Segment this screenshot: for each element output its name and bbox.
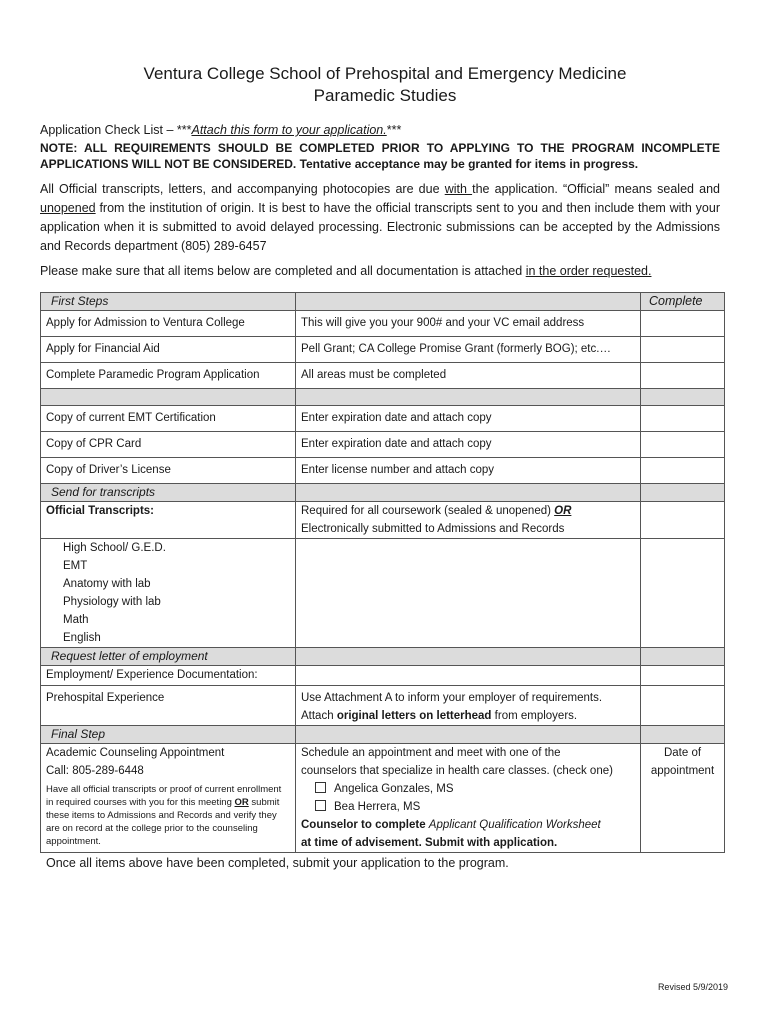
complete-column-heading: Complete — [641, 293, 725, 311]
request-letter-heading: Request letter of employment — [41, 648, 296, 666]
course-row: Anatomy with lab — [41, 575, 725, 593]
checklist-table — [40, 292, 725, 853]
checkbox-icon[interactable] — [315, 800, 326, 811]
complete-cell[interactable] — [641, 432, 725, 458]
attach-form-text: Attach this form to your application. — [191, 123, 387, 137]
complete-cell[interactable] — [641, 539, 725, 558]
official-transcripts-row: Official Transcripts: Required for all coursework (sealed & unopened) OR Electronically submitted to Admissions and Records — [41, 502, 725, 539]
course-row: High School/ G.E.D. — [41, 539, 725, 558]
complete-cell[interactable] — [641, 593, 725, 611]
requirements-note: NOTE: ALL REQUIREMENTS SHOULD BE COMPLETED PRIOR TO APPLYING TO THE PROGRAM INCOMPLETE APPLICATIONS WILL NOT BE CONSIDERED. Tentative acceptance may be granted for items in progress. — [40, 141, 720, 171]
complete-cell[interactable] — [641, 458, 725, 484]
send-transcripts-heading: Send for transcripts — [41, 484, 296, 502]
revision-date: Revised 5/9/2019 — [657, 982, 728, 992]
page-subtitle: Paramedic Studies — [313, 86, 457, 105]
counselor-option-gonzales[interactable]: Angelica Gonzales, MS — [301, 780, 635, 798]
complete-cell[interactable] — [641, 557, 725, 575]
complete-cell[interactable] — [641, 575, 725, 593]
table-row: Copy of current EMT Certification Enter expiration date and attach copy — [41, 406, 725, 432]
complete-cell[interactable] — [641, 406, 725, 432]
course-row: Math — [41, 611, 725, 629]
order-instruction: Please make sure that all items below are completed and all documentation is attached in the order requested. — [40, 264, 652, 278]
complete-cell[interactable] — [641, 363, 725, 389]
complete-cell[interactable] — [641, 611, 725, 629]
complete-cell[interactable] — [641, 686, 725, 726]
counseling-instructions: Have all official transcripts or proof of current enrollment in required courses with you for this meeting OR submit these items to Admissions and Records and verify they are on record at the college prior to the counseling appointment. — [46, 784, 282, 847]
first-steps-heading: First Steps — [41, 293, 296, 311]
final-step-header-row — [41, 726, 725, 744]
complete-cell[interactable] — [641, 629, 725, 648]
counseling-phone: Call: 805-289-6448 — [46, 765, 144, 777]
complete-cell[interactable] — [641, 666, 725, 686]
table-row: Apply for Admission to Ventura College This will give you your 900# and your VC email address — [41, 311, 725, 337]
counseling-row: Academic Counseling Appointment Call: 805-289-6448 Have all official transcripts or proof of current enrollment in required courses with you for this meeting OR submit these items to Admissions and Records and verify they are on record at the college prior to the counseling appointment. Schedule an appointment and meet with one of the counselors that specialize in health care classes. (check one) Angelica Gonzales, MS Bea Herrera, MS Counselor to complete Applicant Qualification Worksheet at time of advisement. Submit with application. Date of appointment — [41, 744, 725, 853]
complete-cell[interactable] — [641, 337, 725, 363]
course-row: English — [41, 629, 725, 648]
complete-cell[interactable] — [641, 502, 725, 539]
counseling-title: Academic Counseling Appointment — [46, 747, 225, 759]
checklist-instruction: Application Check List – ***Attach this form to your application.*** — [40, 123, 402, 137]
table-row: Copy of Driver’s License Enter license number and attach copy — [41, 458, 725, 484]
table-row: Complete Paramedic Program Application All areas must be completed — [41, 363, 725, 389]
course-row: EMT — [41, 557, 725, 575]
transcripts-paragraph: All Official transcripts, letters, and accompanying photocopies are due with the application. “Official” means sealed and unopened from the institution of origin. It is best to have the official transcripts sent to you and then include them with your application when it is submitted to avoid delayed processing. Electronic submissions can be accepted by the Admissions and Records department (805) 289-6457 — [40, 182, 720, 253]
checkbox-icon[interactable] — [315, 782, 326, 793]
date-of-appointment-cell[interactable]: Date of appointment — [641, 744, 725, 853]
first-steps-header-row — [41, 293, 725, 311]
send-transcripts-header-row — [41, 484, 725, 502]
counselor-option-herrera[interactable]: Bea Herrera, MS — [301, 798, 635, 816]
table-row: Copy of CPR Card Enter expiration date and attach copy — [41, 432, 725, 458]
course-row: Physiology with lab — [41, 593, 725, 611]
prehospital-row: Prehospital Experience Use Attachment A to inform your employer of requirements. Attach original letters on letterhead from employers. — [41, 686, 725, 726]
complete-cell[interactable] — [641, 311, 725, 337]
spacer-row — [41, 389, 725, 406]
submit-instruction: Once all items above have been completed, submit your application to the program. — [46, 856, 509, 870]
employment-doc-row: Employment/ Experience Documentation: — [41, 666, 725, 686]
table-row: Apply for Financial Aid Pell Grant; CA College Promise Grant (formerly BOG); etc.… — [41, 337, 725, 363]
request-letter-header-row — [41, 648, 725, 666]
final-step-heading: Final Step — [41, 726, 296, 744]
page-title: Ventura College School of Prehospital and Emergency Medicine — [143, 64, 627, 83]
official-transcripts-label: Official Transcripts: — [46, 505, 155, 517]
